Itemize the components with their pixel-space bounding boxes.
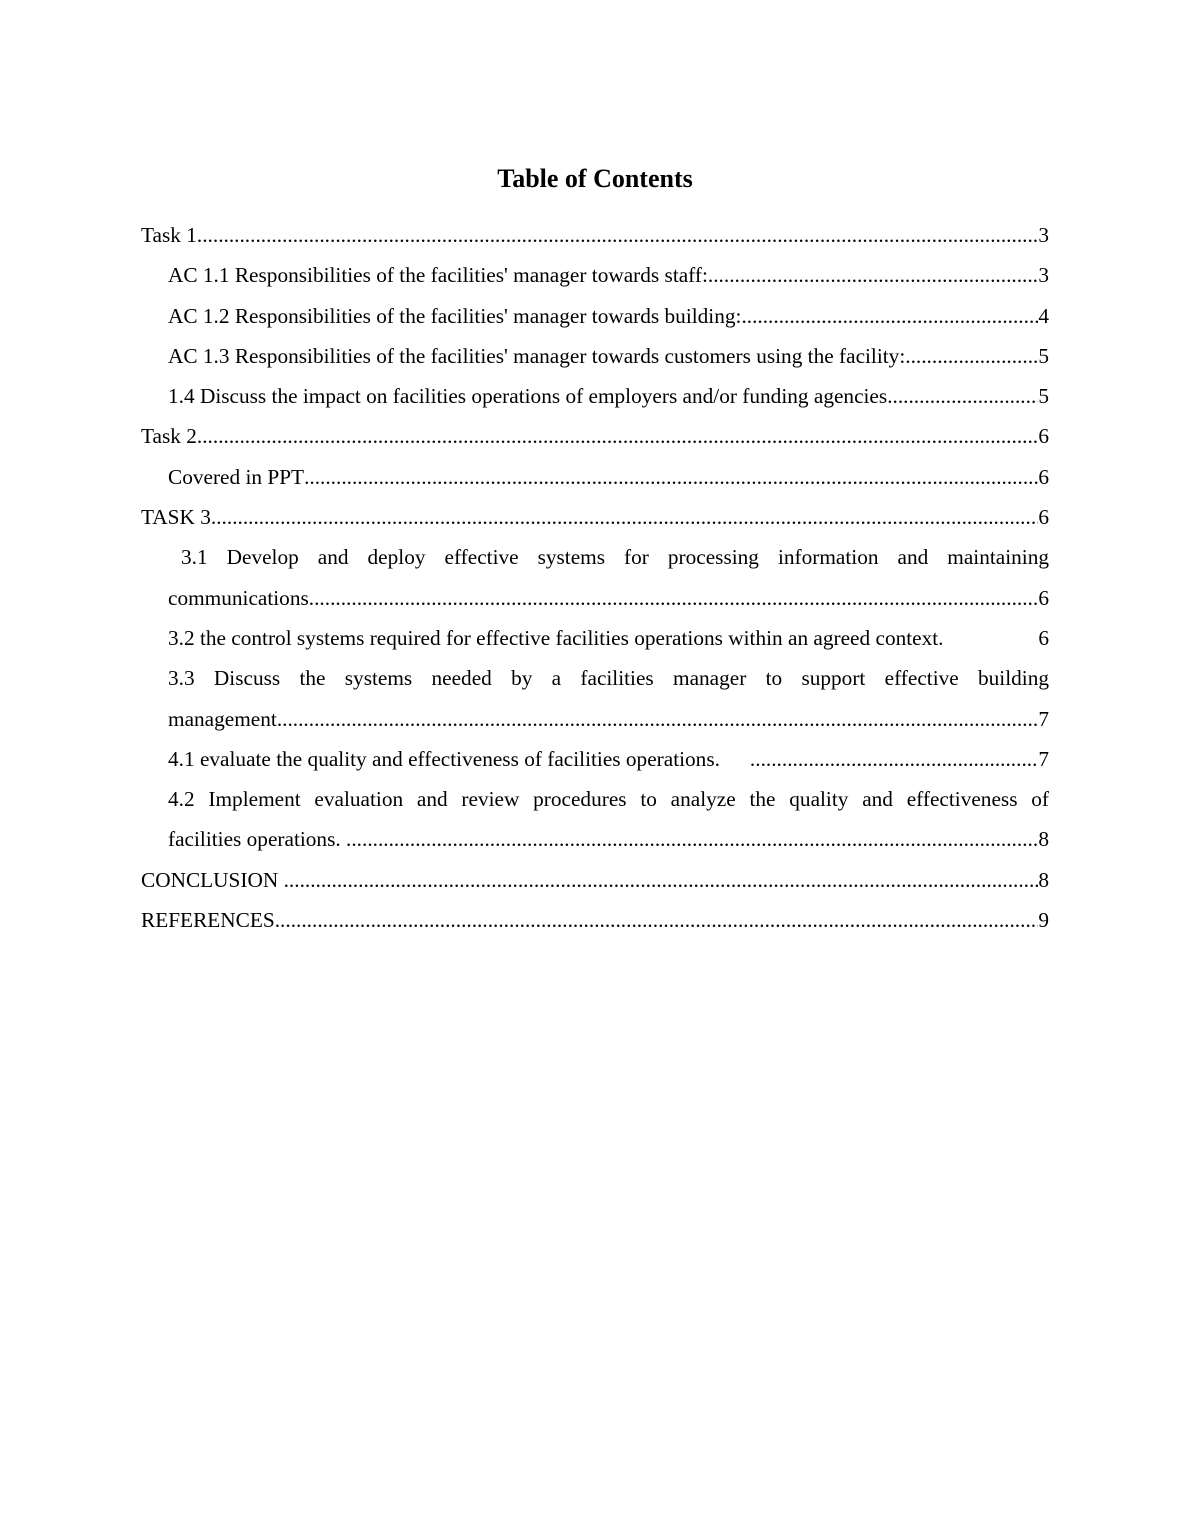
toc-entry-label: REFERENCES (141, 908, 275, 933)
toc-page-number: 8 (1038, 827, 1049, 852)
toc-entry-label: AC 1.2 Responsibilities of the facilities' manager towards building: (168, 303, 742, 328)
toc-entry-label: AC 1.1 Responsibilities of the facilities' manager towards staff: (168, 263, 708, 288)
toc-page-number: 3 (1038, 263, 1049, 288)
toc-entry-4-2-line1[interactable] (141, 779, 1049, 819)
toc-entry-covered-in-ppt[interactable] (141, 457, 1049, 497)
toc-entry-label: facilities operations. (168, 827, 347, 852)
toc-entry-label-line1: 3.1 Develop and deploy effective systems for processing information and maintaining (181, 545, 1049, 570)
toc-entry-3-2[interactable] (141, 618, 1049, 658)
toc-page-number: 6 (1038, 424, 1049, 449)
toc-page-number: 6 (1038, 585, 1049, 610)
toc-leader-dots (284, 860, 1039, 900)
toc-page-number: 7 (1038, 706, 1049, 731)
toc-entry-4-1[interactable] (141, 739, 1049, 779)
toc-entry-ac-1-2[interactable] (141, 296, 1049, 336)
toc-page-number: 6 (1038, 505, 1049, 530)
toc-page-number: 6 (1038, 625, 1049, 650)
toc-leader-dots (708, 255, 1038, 295)
toc-entry-3-3-line1[interactable] (141, 658, 1049, 698)
toc-entry-1-4[interactable] (141, 376, 1049, 416)
toc-leader-dots (346, 819, 1038, 859)
toc-title: Table of Contents (497, 164, 693, 193)
toc-page-number: 4 (1038, 303, 1049, 328)
toc-leader-dots (197, 416, 1038, 456)
toc-page-number: 5 (1038, 343, 1049, 368)
toc-page-number: 9 (1038, 908, 1049, 933)
toc-entry-label: Covered in PPT (168, 464, 305, 489)
toc-entry-label-line1: 4.2 Implement evaluation and review procedures to analyze the quality and effectiveness of (168, 787, 1049, 812)
toc-entry-label: 4.1 evaluate the quality and effectiveness of facilities operations. (168, 746, 736, 771)
toc-leader-dots (741, 296, 1038, 336)
toc-entry-label: AC 1.3 Responsibilities of the facilities' manager towards customers using the facility: (168, 343, 906, 368)
toc-page-number: 8 (1038, 867, 1049, 892)
toc-page-number: 7 (1038, 746, 1049, 771)
toc-entry-label: CONCLUSION (141, 867, 284, 892)
toc-leader-dots (304, 457, 1038, 497)
toc-entry-label: 1.4 Discuss the impact on facilities operations of employers and/or funding agencies (168, 384, 888, 409)
toc-entry-ac-1-1[interactable] (141, 255, 1049, 295)
table-of-contents (141, 215, 1049, 940)
toc-leader-dots (275, 900, 1039, 940)
toc-entry-3-1-line1[interactable] (141, 537, 1049, 577)
toc-entry-task-3[interactable] (141, 497, 1049, 537)
toc-leader-dots (887, 376, 1038, 416)
toc-entry-task-1[interactable] (141, 215, 1049, 255)
toc-page-number: 3 (1038, 223, 1049, 247)
toc-entry-label: Task 2 (141, 424, 197, 449)
toc-entry-label: TASK 3 (141, 505, 211, 530)
toc-entry-label: 3.2 the control systems required for effective facilities operations within an agreed context. (168, 625, 944, 650)
toc-leader-dots (197, 215, 1038, 255)
toc-page-number: 5 (1038, 384, 1049, 409)
toc-page-number: 6 (1038, 464, 1049, 489)
toc-leader-dots (905, 336, 1038, 376)
toc-leader-dots (314, 578, 1038, 618)
toc-entry-conclusion[interactable] (141, 860, 1049, 900)
toc-entry-label: Task 1 (141, 223, 197, 247)
toc-entry-label-line1: 3.3 Discuss the systems needed by a facilities manager to support effective building (168, 666, 1049, 691)
toc-entry-label: communications. (168, 585, 315, 610)
toc-entry-ac-1-3[interactable] (141, 336, 1049, 376)
toc-entry-references[interactable] (141, 900, 1049, 940)
toc-entry-3-1[interactable] (141, 578, 1049, 618)
toc-entry-label: management (168, 706, 277, 731)
toc-entry-4-2[interactable] (141, 819, 1049, 859)
toc-entry-task-2[interactable] (141, 416, 1049, 456)
toc-leader-dots (211, 497, 1038, 537)
toc-entry-3-3[interactable] (141, 699, 1049, 739)
toc-leader-dots (736, 739, 1038, 779)
toc-leader-dots (277, 699, 1039, 739)
